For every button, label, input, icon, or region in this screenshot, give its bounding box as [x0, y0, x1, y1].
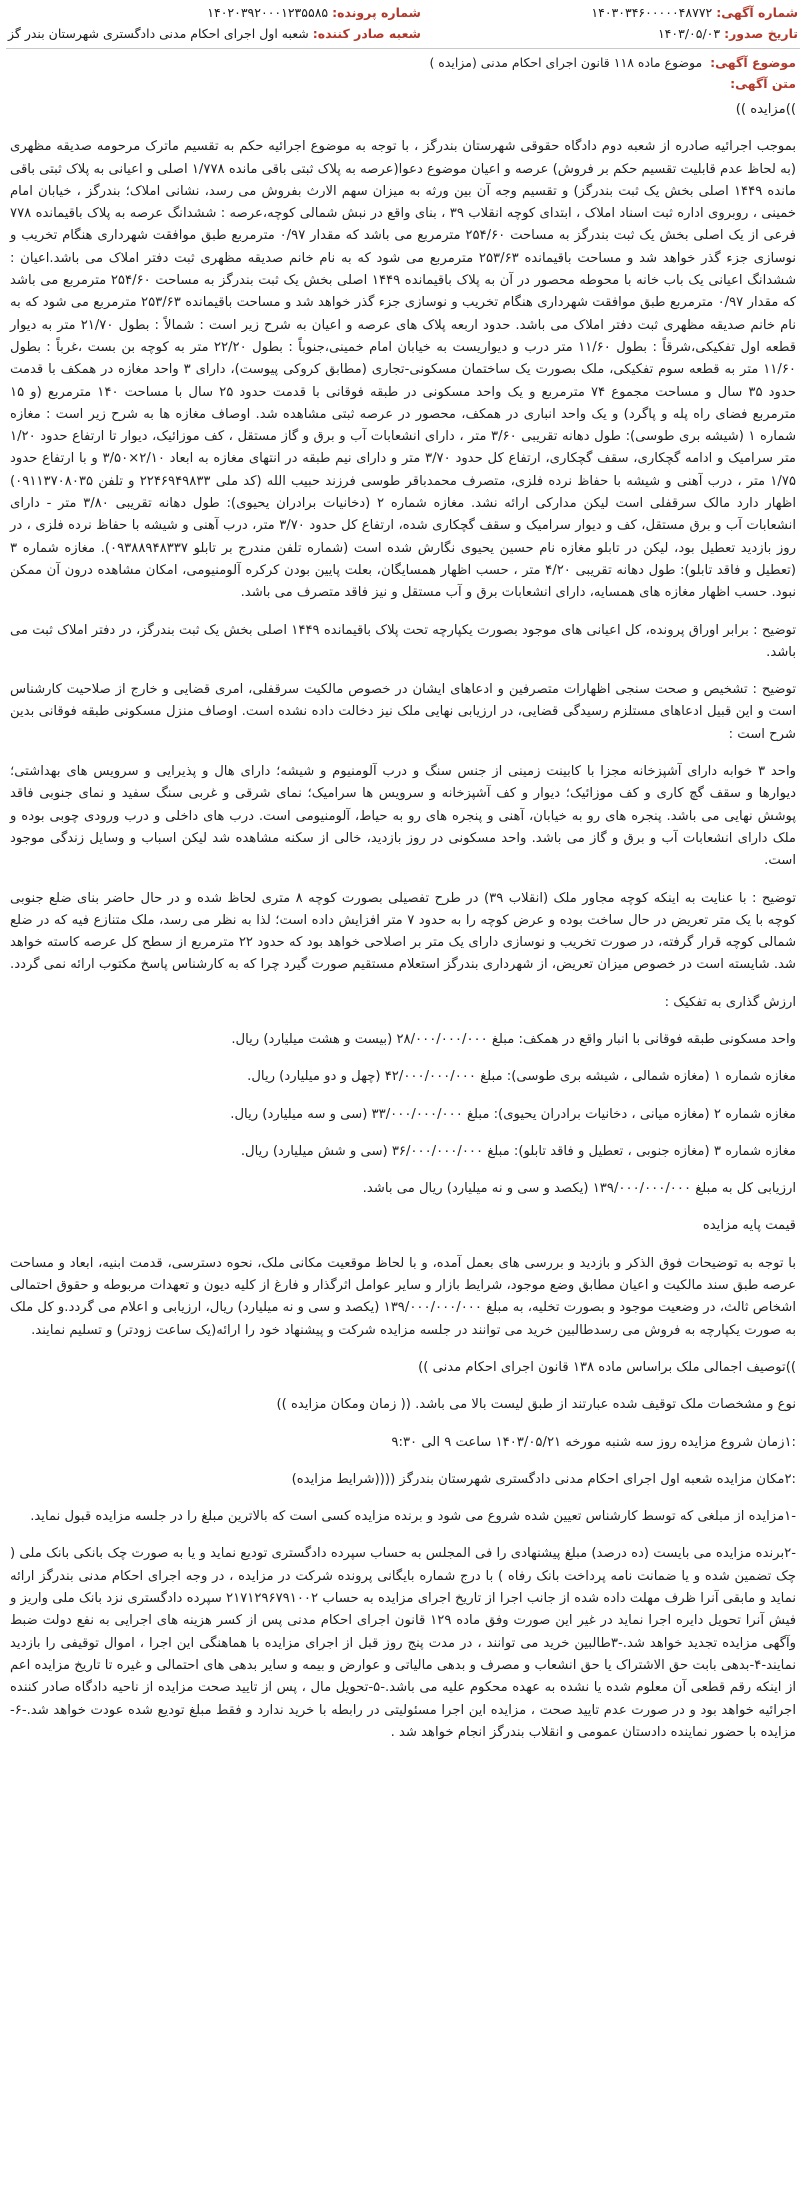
base-price-text: با توجه به توضیحات فوق الذکر و بازدید و بررسی های بعمل آمده، و با لحاظ موقعیت مکانی ملک، نحوه دسترسی، قدمت ابنیه، ابعاد و مساحت عرصه طبق سند مالکیت و اعیان مطابق وضع موجود، شرایط بازار و سایر عوامل اثرگذار و فارغ از کلیه دیون و تعهدات مربوطه و حقوق احتمالی اشخاص ثالث، در وضعیت موجود و بصورت تخلیه، به مبلغ ۱۳۹/۰۰۰/۰۰۰/۰۰۰ (یکصد و سی و نه میلیارد) ریال، ارزیابی و اعلام می گردد.و کل ملک به صورت یکپارچه به فروش می رسدطالبین خرید می توانند در جلسه مزایده شرکت و پیشنهاد خود را ارائه(یک ساعت زودتر) و تسلیم نمایند.	[10, 1255, 796, 1338]
subject-row	[10, 55, 796, 70]
conditions-2-to-6: -۲برنده مزایده می بایست (ده درصد) مبلغ پیشنهادی را فی المجلس به حساب سپرده دادگستری تودیع نماید و یا به صورت چک بانکی بانک ملی ( چک تضمین شده و یا ضمانت نامه پرداخت بانک رفاه ) با درج شماره بایگانی پرونده شرکت در مزایده ، در وجه اجرای احکام مدنی بندرگز ارائه نماید و مابقی آنرا ظرف مهلت داده شده از جانب اجرا از تاریخ اجرای مزایده به حساب ۲۱۷۱۲۹۶۷۹۱۰۰۲ سپرده دادگستری نزد بانک ملی واریز و فیش آنرا تحویل دایره اجرا نماید در غیر این صورت وفق ماده ۱۲۹ قانون اجرای احکام مدنی پس از کسر هزینه های اجرایی به نفع دولت ضبط وآگهی مزایده تجدید خواهد شد.-۳طالبین خرید می توانند ، در مدت پنج روز قبل از اجرای مزایده با هماهنگی این اجرا ، اموال توقیفی را بازدید نمایند-۴-بدهی بابت حق الاشتراک یا حق انشعاب و مصرف و بدهی مالیاتی و عوارض و بیمه و سایر بدهی های احتمالی و غیره تا تاریخ مزایده اعم از اینکه رقم قطعی آن معلوم شده یا نشده به عهده محکوم علیه می باشد.-۵-تحویل مال ، پس از تایید صحت مزایده از ناحیه دادگاه صادر کننده اجرائیه خواهد بود و در صورت عدم تایید صحت ، مزایده این اجرا مسئولیتی در رابطه با خرید ندارد و فقط مبلغ تودیع شده عودت خواهد شد.-۶-مزایده با حضور نماینده دادستان عمومی و انقلاب بندرگز انجام خواهد شد .	[10, 1546, 797, 1740]
condition-1: -۱مزایده از مبلغی که توسط کارشناس تعیین شده شروع می شود و برنده مزایده کسی است که بالاترین مبلغ را در جلسه مزایده قبول نماید.	[30, 1509, 796, 1525]
auction-heading: ))مزایده ))	[735, 102, 796, 117]
note-ownership-claims: توضیح : تشخیص و صحت سنجی اظهارات متصرفین و ادعاهای ایشان در خصوص مالکیت سرقفلی، امری قضایی و خارج از صلاحیت کارشناس است و این قبیل ادعاهای مستلزم رسیدگی قضایی، در ارزیابی نهایی ملک نیز دخالت داده نشده است. اوصاف منزل مسکونی طبقه فوقانی بدین شرح است :	[10, 682, 796, 742]
notice-header	[6, 2, 800, 44]
ad-number-row	[591, 5, 798, 20]
base-price-heading: قیمت پایه مزایده	[702, 1218, 796, 1234]
issuer: شعبه اول اجرای احکام مدنی دادگستری شهرستان بندر گز	[8, 26, 309, 41]
summary-heading: ))توصیف اجمالی ملک براساس ماده ۱۳۸ قانون اجرای احکام مدنی ))	[418, 1359, 796, 1375]
valuation-shop-3: مغازه شماره ۳ (مغازه جنوبی ، تعطیل و فاقد تابلو): مبلغ ۳۶/۰۰۰/۰۰۰/۰۰۰ (سی و شش میلیارد) ریال.	[240, 1143, 796, 1159]
ad-number: ۱۴۰۳۰۳۴۶۰۰۰۰۰۴۸۷۷۲	[591, 5, 713, 20]
issuer-row	[8, 26, 421, 41]
issuer-label: شعبه صادر کننده:	[312, 26, 421, 41]
residential-unit-description: واحد ۳ خوابه دارای آشپزخانه مجزا با کابینت زمینی از جنس سنگ و درب آلومنیوم و شیشه؛ دارای هال و پذیرایی و سرویس های بهداشتی؛ دیوارها و سقف گچ کاری و کف موزائیک؛ دیوار و کف آشپزخانه و سرویس ها سرامیک؛ نمای شرقی و غربی سنگ سفید و نمای جنوبی فاقد پوشش نهایی می باشد. پنجره های رو به خیابان، آهنی و پنجره های رو به حیاط، آلومنیومی است. درب های داخلی و درب ورودی چوبی بوده و ملک دارای انشعابات آب و برق و گاز می باشد. واحد مسکونی در روز بازدید، خالی از سکنه مشاهده شد لیکن اسباب و وسایل زندگی موجود است.	[10, 764, 796, 869]
issue-date-label: تاریخ صدور:	[724, 26, 798, 41]
subject-label: موضوع آگهی:	[710, 55, 796, 70]
case-number-row	[8, 5, 421, 20]
note-registration: توضیح : برابر اوراق پرونده، کل اعیانی های موجود بصورت یکپارچه تحت پلاک باقیمانده ۱۴۴۹ اصلی بخش یک ثبت بندرگز، در دفتر املاک ثبت می باشد.	[10, 622, 797, 660]
text-label-row	[10, 76, 796, 91]
property-type-line: نوع و مشخصات ملک توقیف شده عبارتند از طبق لیست بالا می باشد. (( زمان ومکان مزایده ))	[276, 1397, 796, 1413]
issue-date: ۱۴۰۳/۰۵/۰۳	[657, 26, 721, 41]
header-left-column	[8, 2, 421, 44]
case-number: ۱۴۰۲۰۳۹۲۰۰۰۱۲۳۵۵۸۵	[207, 5, 329, 20]
auction-time: :۱زمان شروع مزایده روز سه شنبه مورخه ۱۴۰۳/۰۵/۲۱ ساعت ۹ الی ۹:۳۰	[391, 1434, 796, 1450]
notice-body	[6, 99, 800, 1744]
valuation-shop-2: مغازه شماره ۲ (مغازه میانی ، دخانیات برادران یحیوی): مبلغ ۳۳/۰۰۰/۰۰۰/۰۰۰ (سی و سه میلیارد) ریال.	[230, 1106, 796, 1122]
valuation-residential: واحد مسکونی طبقه فوقانی با انبار واقع در همکف: مبلغ ۲۸/۰۰۰/۰۰۰/۰۰۰ (بیست و هشت میلیارد) ریال.	[231, 1031, 796, 1047]
auction-place: :۲مکان مزایده شعبه اول اجرای احکام مدنی دادگستری شهرستان بندرگز ((((شرایط مزایده)	[291, 1471, 796, 1487]
text-label: متن آگهی:	[730, 76, 796, 91]
valuation-shop-1: مغازه شماره ۱ (مغازه شمالی ، شیشه بری طوسی): مبلغ ۴۲/۰۰۰/۰۰۰/۰۰۰ (چهل و دو میلیارد) ریال.	[247, 1069, 796, 1085]
valuation-total: ارزیابی کل به مبلغ ۱۳۹/۰۰۰/۰۰۰/۰۰۰ (یکصد و سی و نه میلیارد) ریال می باشد.	[362, 1181, 796, 1197]
valuation-heading: ارزش گذاری به تفکیک :	[664, 994, 796, 1010]
property-description: بموجب اجرائیه صادره از شعبه دوم دادگاه حقوقی شهرستان بندرگز ، با توجه به موضوع اجرائیه حکم به تقسیم ماترک مرحومه صدیقه مظهری (به لحاظ عدم قابلیت تقسیم حکم بر فروش) عرصه و اعیان موضوع دعوا(عرصه به پلاک ثبتی باقی مانده ۱/۷۷۸ اصلی و اعیانی به پلاک ثبتی باقی مانده ۱۴۴۹ اصلی بخش یک ثبت بندرگز) و تقسیم وجه آن بین ورثه به میزان سهم الارث بفروش می رسد، نشانی املاک؛ بندرگز ، خیابان امام خمینی ، روبروی اداره ثبت اسناد املاک ، ابتدای کوچه انقلاب ۳۹ ، بنای واقع در نبش شمالی کوچه،عرصه : ششدانگ عرصه به پلاک باقیمانده ۷۷۸ فرعی از یک اصلی بخش یک ثبت بندرگز به مساحت ۲۵۴/۶۰ مترمربع می باشد که مقدار ۰/۹۷ مترمربع طبق موافقت شهرداری هنگام تخریب و نوسازی جزء گذر خواهد شد و مساحت باقیمانده ۲۵۳/۶۳ مترمربع می شود که به نام خانم صدیقه مظهری ثبت دفتر املاک می باشد.اعیان : ششدانگ اعیانی یک باب خانه با محوطه محصور در آن به پلاک باقیمانده ۱۴۴۹ اصلی بخش یک ثبت بندرگز به مساحت ۲۵۴/۶۰ مترمربع می باشد که مقدار ۰/۹۷ مترمربع طبق موافقت شهرداری هنگام تخریب و نوسازی جزء گذر خواهد شد و مساحت باقیمانده ۲۵۳/۶۳ مترمربع می شود که به نام خانم صدیقه مظهری ثبت دفتر املاک می باشد. حدود اربعه پلاک های عرصه و اعیان به شرح زیر است : شمالاً : بطول ۲۱/۷۰ متر به دیوار قطعه اول تفکیکی،شرقاً : بطول ۱۱/۶۰ متر درب و دیواریست به خیابان امام خمینی،جنوباً : بطول ۲۲/۲۰ متر به کوچه بن بست ،غرباً : بطول ۱۱/۶۰ متر به قطعه سوم تفکیکی، ملک بصورت یک ساختمان مسکونی-تجاری (مطابق کروکی پیوست)، دارای ۳ واحد مغازه در همکف با قدمت حدود ۳۵ سال و مساحت مجموع ۷۴ مترمربع و یک واحد مسکونی در طبقه فوقانی با قدمت حدود ۲۵ سال با مساحت ۱۴۰ مترمربع (و ۱۵ مترمربع فضای راه پله و پاگرد) و یک واحد انباری در همکف، محصور در عرصه ثبتی مشاهده شد. اوصاف مغازه ها به شرح زیر است : مغازه شماره ۱ (شیشه بری طوسی): طول دهانه تقریبی ۳/۶۰ متر ، دارای انشعابات آب و برق و گاز مستقل ، کف موزائیک، دیوار تا ارتفاع حدود ۱/۲۰ متر سرامیک و ادامه گچکاری، سقف گچکاری، ارتفاع کل حدود ۳/۷۰ متر و دارای نیم طبقه در انتهای مغازه به ابعاد ۲/۱۰×۳/۵۰ و با ارتفاع حدود ۱/۷۵ متر ، درب آهنی و شیشه با حفاظ نرده فلزی، متصرف محمدباقر طوسی فرزند حبیب الله (کد ملی ۲۲۴۶۹۴۹۸۳۳ و تلفن ۰۹۱۱۳۷۰۸۰۳۵) اظهار دارد مالک سرقفلی است لیکن مدارکی ارائه نشد. مغازه شماره ۲ (دخانیات برادران یحیوی): طول دهانه تقریبی ۳/۸۰ متر - دارای انشعابات آب و برق مستقل، کف و دیوار سرامیک و سقف گچکاری شده، ارتفاع کل حدود ۳/۷۰ متر، درب آهنی و شیشه با حفاظ نرده فلزی ، در روز بازدید تعطیل بود، لیکن در تابلو مغازه نام حسین یحیوی نگارش شده است (شماره تلفن مندرج بر تابلو ۰۹۳۸۸۹۴۸۳۳۷). مغازه شماره ۳ (تعطیل و فاقد تابلو): طول دهانه تقریبی ۴/۲۰ متر ، حسب اظهار همسایگان، بعلت پایین بودن کرکره آلومنیومی، امکان مشاهده درون آن ممکن نبود. حسب اظهار مغازه های همسایه، دارای انشعابات برق و آب مستقل و نیز فاقد متصرف می باشد.	[10, 139, 797, 601]
ad-number-label: شماره آگهی:	[716, 5, 798, 20]
issue-date-row	[591, 26, 798, 41]
case-number-label: شماره پرونده:	[332, 5, 421, 20]
note-street-widening: توضیح : با عنایت به اینکه کوچه مجاور ملک (انقلاب ۳۹) در طرح تفصیلی بصورت کوچه ۸ متری لحاظ شده و در حال حاضر بنای ضلع جنوبی کوچه با یک متر تعریض در حال ساخت بوده و عرض کوچه را به حدود ۷ متر افزایش داده است؛ لذا به نظر می رسد، ملک متنازع فیه که در ضلع شمالی کوچه قرار گرفته، در صورت تخریب و نوسازی دارای یک متر بر اصلاحی خواهد بود که حدود ۲۲ مترمربع از سطح کل عرصه کاسته خواهد شد. شایسته است در خصوص میزان تعریض، از شهرداری بندرگز استعلام مستقیم صورت گیرد چرا که به کارشناس پاسخ مکتوب ارائه نمی گردد.	[10, 890, 797, 973]
subject-value: موضوع ماده ۱۱۸ قانون اجرای احکام مدنی (مزایده )	[429, 55, 703, 70]
header-divider	[6, 48, 800, 49]
header-right-column	[591, 2, 798, 44]
